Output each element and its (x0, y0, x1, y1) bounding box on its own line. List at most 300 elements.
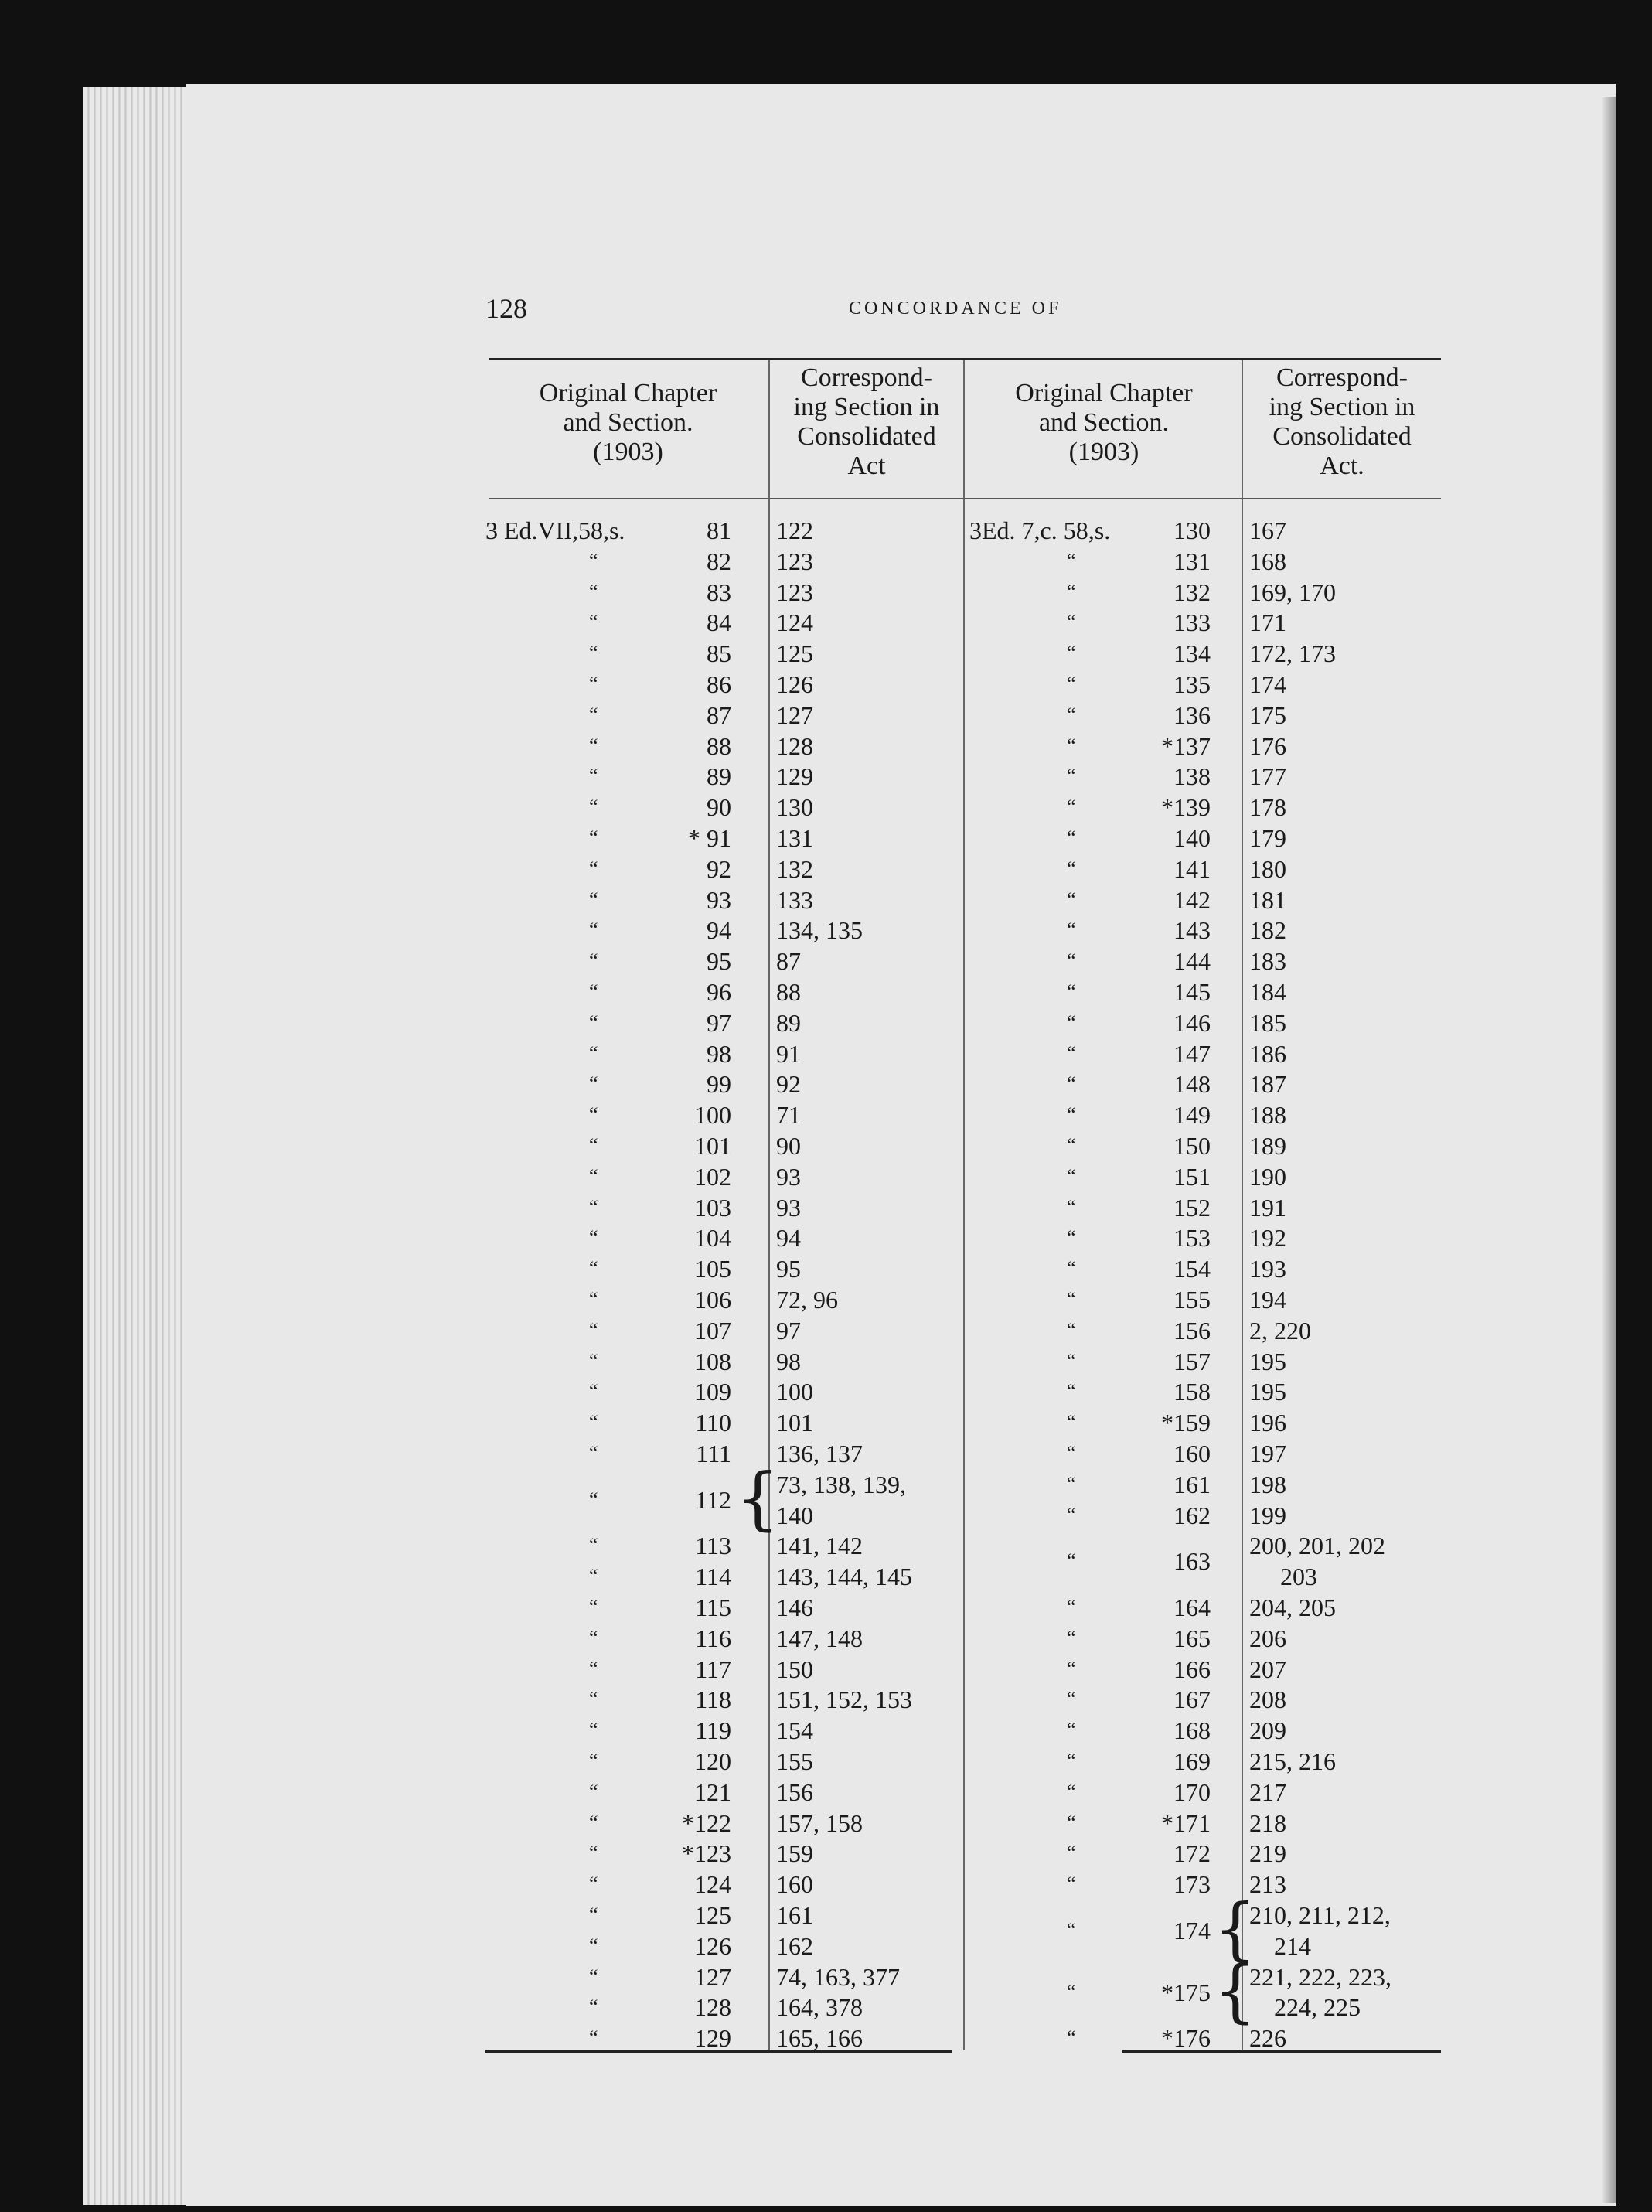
section-number: 93 (707, 885, 731, 914)
ditto-mark: “ (589, 549, 598, 572)
section-number: 154 (1173, 1255, 1211, 1283)
ditto-mark: “ (589, 827, 598, 849)
consolidated-section: 125 (776, 639, 813, 668)
ditto-mark: “ (589, 1011, 598, 1034)
section-number: 104 (694, 1224, 731, 1253)
ditto-mark: “ (1067, 611, 1076, 634)
ditto-mark: “ (1067, 1349, 1076, 1372)
consolidated-section: 210, 211, 212, (1249, 1901, 1391, 1929)
ditto-mark: “ (589, 1380, 598, 1403)
section-number: 126 (694, 1931, 731, 1960)
consolidated-section: 100 (776, 1378, 813, 1406)
consolidated-section: 182 (1249, 916, 1286, 945)
consolidated-section-cont: 214 (1274, 1931, 1311, 1960)
header-line: ing Section in (793, 393, 940, 421)
consolidated-section: 226 (1249, 2024, 1286, 2053)
consolidated-section: 141, 142 (776, 1532, 863, 1560)
consolidated-section: 162 (776, 1931, 813, 1960)
consolidated-section: 71 (776, 1101, 801, 1130)
section-number: 111 (696, 1440, 731, 1467)
ditto-mark: “ (1067, 1873, 1076, 1896)
section-number: 132 (1173, 578, 1211, 606)
ditto-mark: “ (1067, 1688, 1076, 1711)
section-number: *137 (1161, 731, 1211, 760)
consolidated-section: 161 (776, 1901, 813, 1929)
section-number: 162 (1173, 1501, 1211, 1529)
header-line: Original Chapter (1015, 379, 1193, 407)
ditto-mark: “ (1067, 1103, 1076, 1126)
consolidated-section: 191 (1249, 1193, 1286, 1222)
ditto-mark: “ (1067, 1549, 1076, 1573)
ditto-mark: “ (589, 949, 598, 973)
consolidated-section: 133 (776, 885, 813, 914)
ditto-mark: “ (589, 1596, 598, 1618)
ditto-mark: “ (1067, 1980, 1076, 2003)
section-number: 115 (695, 1593, 731, 1621)
ditto-mark: “ (1067, 673, 1076, 695)
consolidated-section: 98 (776, 1347, 801, 1375)
ditto-mark: “ (1067, 1503, 1076, 1526)
page-stack-edges (83, 87, 192, 2205)
consolidated-section: 123 (776, 547, 813, 575)
section-number: 82 (707, 547, 731, 575)
section-number: 152 (1173, 1193, 1211, 1222)
section-number: 112 (695, 1485, 731, 1514)
consolidated-section: 217 (1249, 1777, 1286, 1806)
section-number: 85 (707, 639, 731, 668)
header-line: Original Chapter (539, 379, 717, 407)
consolidated-section: 87 (776, 947, 801, 976)
section-number: 86 (707, 670, 731, 698)
ditto-mark: “ (1067, 1195, 1076, 1218)
ditto-mark: “ (589, 1318, 598, 1341)
consolidated-section: 160 (776, 1870, 813, 1899)
consolidated-section: 93 (776, 1193, 801, 1222)
ditto-mark: “ (1067, 1380, 1076, 1403)
consolidated-section: 132 (776, 854, 813, 883)
header-line: Correspond- (1276, 363, 1408, 392)
section-number: 147 (1173, 1039, 1211, 1068)
consolidated-section: 159 (776, 1839, 813, 1868)
section-number: 146 (1173, 1008, 1211, 1037)
running-title: CONCORDANCE OF (849, 298, 1062, 319)
consolidated-section: 123 (776, 578, 813, 606)
section-number: 90 (707, 793, 731, 822)
brace-mark: { (736, 1457, 779, 1538)
section-number: 117 (695, 1655, 731, 1683)
section-number: 95 (707, 947, 731, 976)
ditto-mark: “ (589, 980, 598, 1003)
ditto-mark: “ (589, 703, 598, 726)
section-number: 84 (707, 608, 731, 637)
consolidated-section-cont: 224, 225 (1274, 1993, 1361, 2022)
consolidated-section: 209 (1249, 1716, 1286, 1745)
ditto-mark: “ (1067, 1780, 1076, 1803)
section-number: 138 (1173, 762, 1211, 791)
section-number: 116 (695, 1624, 731, 1652)
ditto-mark: “ (589, 1626, 598, 1649)
consolidated-section: 72, 96 (776, 1286, 838, 1314)
section-number: *159 (1161, 1409, 1211, 1437)
consolidated-section: 136, 137 (776, 1440, 863, 1467)
section-number: 125 (694, 1901, 731, 1929)
consolidated-section: 154 (776, 1716, 813, 1745)
section-number: 105 (694, 1255, 731, 1283)
consolidated-section: 101 (776, 1409, 813, 1437)
ditto-mark: “ (1067, 1842, 1076, 1865)
consolidated-section: 186 (1249, 1039, 1286, 1068)
chapter-prefix: 3 Ed.VII,58,s. (485, 516, 625, 544)
ditto-mark: “ (589, 580, 598, 603)
section-number: 143 (1173, 916, 1211, 945)
ditto-mark: “ (589, 1134, 598, 1157)
ditto-mark: “ (589, 1750, 598, 1772)
consolidated-section: 194 (1249, 1286, 1286, 1314)
consolidated-section-cont: 140 (776, 1501, 813, 1529)
section-number: 145 (1173, 978, 1211, 1006)
section-number: 165 (1173, 1624, 1211, 1652)
consolidated-section: 189 (1249, 1132, 1286, 1160)
consolidated-section: 175 (1249, 700, 1286, 729)
ditto-mark: “ (1067, 1072, 1076, 1096)
section-number: 136 (1173, 700, 1211, 729)
consolidated-section: 127 (776, 700, 813, 729)
header-line: and Section. (1038, 408, 1170, 437)
header-line: Correspond- (801, 363, 932, 392)
header-line: (1903) (593, 438, 663, 466)
header-line: (1903) (1068, 438, 1139, 466)
ditto-mark: “ (1067, 1011, 1076, 1034)
ditto-mark: “ (589, 1103, 598, 1126)
ditto-mark: “ (589, 1411, 598, 1434)
consolidated-section: 89 (776, 1008, 801, 1037)
consolidated-section: 206 (1249, 1624, 1286, 1652)
ditto-mark: “ (589, 1996, 598, 2019)
ditto-mark: “ (1067, 580, 1076, 603)
table-header-rule (489, 498, 1441, 499)
ditto-mark: “ (589, 734, 598, 757)
consolidated-section: 128 (776, 731, 813, 760)
section-number: 170 (1173, 1777, 1211, 1806)
consolidated-section: 157, 158 (776, 1808, 863, 1837)
section-number: 157 (1173, 1347, 1211, 1375)
ditto-mark: “ (589, 857, 598, 880)
header-line: ing Section in (1269, 393, 1415, 421)
ditto-mark: “ (1067, 1811, 1076, 1834)
ditto-mark: “ (1067, 703, 1076, 726)
ditto-mark: “ (1067, 857, 1076, 880)
ditto-mark: “ (589, 1565, 598, 1588)
consolidated-section: 204, 205 (1249, 1593, 1336, 1621)
ditto-mark: “ (589, 1195, 598, 1218)
ditto-mark: “ (1067, 1411, 1076, 1434)
section-number: 131 (1173, 547, 1211, 575)
consolidated-section: 193 (1249, 1255, 1286, 1283)
page-number: 128 (485, 293, 527, 324)
section-number: 114 (695, 1563, 731, 1591)
ditto-mark: “ (589, 1288, 598, 1310)
consolidated-section: 192 (1249, 1224, 1286, 1253)
consolidated-section: 168 (1249, 547, 1286, 575)
consolidated-section: 199 (1249, 1501, 1286, 1529)
ditto-mark: “ (1067, 1657, 1076, 1680)
column-header-consolidated-right (1243, 363, 1441, 481)
consolidated-section: 213 (1249, 1870, 1286, 1899)
ditto-mark: “ (589, 1780, 598, 1803)
ditto-mark: “ (589, 1041, 598, 1065)
ditto-mark: “ (589, 642, 598, 665)
header-line: Act. (1320, 452, 1364, 480)
consolidated-section: 188 (1249, 1101, 1286, 1130)
consolidated-section: 167 (1249, 516, 1286, 544)
ditto-mark: “ (1067, 1442, 1076, 1464)
ditto-mark: “ (1067, 1134, 1076, 1157)
consolidated-section: 181 (1249, 885, 1286, 914)
consolidated-section: 146 (776, 1593, 813, 1621)
ditto-mark: “ (589, 765, 598, 788)
section-number: 155 (1173, 1286, 1211, 1314)
ditto-mark: “ (1067, 1626, 1076, 1649)
ditto-mark: “ (589, 1873, 598, 1896)
ditto-mark: “ (1067, 549, 1076, 572)
section-number: 168 (1173, 1716, 1211, 1745)
column-header-original-left (495, 379, 761, 467)
section-number: 108 (694, 1347, 731, 1375)
consolidated-section: 90 (776, 1132, 801, 1160)
header-line: Consolidated (1272, 422, 1412, 451)
consolidated-section: 179 (1249, 824, 1286, 852)
section-number: *175 (1161, 1978, 1211, 2006)
consolidated-section: 218 (1249, 1808, 1286, 1837)
consolidated-section: 195 (1249, 1347, 1286, 1375)
section-number: 96 (707, 978, 731, 1006)
consolidated-section: 198 (1249, 1470, 1286, 1498)
consolidated-section: 187 (1249, 1070, 1286, 1099)
ditto-mark: “ (589, 1934, 598, 1957)
section-number: *139 (1161, 793, 1211, 822)
consolidated-section: 94 (776, 1224, 801, 1253)
ditto-mark: “ (589, 1811, 598, 1834)
consolidated-section: 97 (776, 1316, 801, 1345)
ditto-mark: “ (589, 1657, 598, 1680)
section-number: 149 (1173, 1101, 1211, 1130)
consolidated-section: 147, 148 (776, 1624, 863, 1652)
section-number: 100 (694, 1101, 731, 1130)
section-number: 106 (694, 1286, 731, 1314)
section-number: 156 (1173, 1316, 1211, 1345)
consolidated-section: 131 (776, 824, 813, 852)
consolidated-section-cont: 203 (1280, 1563, 1317, 1591)
consolidated-section: 88 (776, 978, 801, 1006)
section-number: 92 (707, 854, 731, 883)
ditto-mark: “ (1067, 949, 1076, 973)
section-number: 150 (1173, 1132, 1211, 1160)
consolidated-section: 134, 135 (776, 916, 863, 945)
section-number: 83 (707, 578, 731, 606)
ditto-mark: “ (1067, 1750, 1076, 1772)
consolidated-section: 196 (1249, 1409, 1286, 1437)
ditto-mark: “ (589, 673, 598, 695)
section-number: 88 (707, 731, 731, 760)
section-number: 169 (1173, 1747, 1211, 1775)
consolidated-section: 221, 222, 223, (1249, 1962, 1391, 1991)
ditto-mark: “ (589, 1965, 598, 1988)
ditto-mark: “ (589, 919, 598, 942)
ditto-mark: “ (1067, 734, 1076, 757)
section-number: 128 (694, 1993, 731, 2022)
page-header (485, 292, 1444, 323)
section-number: 99 (707, 1070, 731, 1099)
section-number: * 91 (688, 824, 731, 852)
ditto-mark: “ (589, 1226, 598, 1249)
consolidated-section: 208 (1249, 1685, 1286, 1714)
header-line: Consolidated (797, 422, 936, 451)
section-number: 124 (694, 1870, 731, 1899)
consolidated-section: 156 (776, 1777, 813, 1806)
ditto-mark: “ (1067, 919, 1076, 942)
consolidated-section: 178 (1249, 793, 1286, 822)
consolidated-section: 169, 170 (1249, 578, 1336, 606)
ditto-mark: “ (1067, 1318, 1076, 1341)
consolidated-section: 2, 220 (1249, 1316, 1311, 1345)
consolidated-section: 200, 201, 202 (1249, 1532, 1385, 1560)
ditto-mark: “ (1067, 2026, 1076, 2050)
section-number: 101 (694, 1132, 731, 1160)
ditto-mark: “ (589, 796, 598, 819)
chapter-prefix: 3Ed. 7,c. 58,s. (969, 516, 1111, 544)
consolidated-section: 155 (776, 1747, 813, 1775)
table-top-rule (489, 358, 1441, 360)
ditto-mark: “ (1067, 1288, 1076, 1310)
consolidated-section: 95 (776, 1255, 801, 1283)
ditto-mark: “ (589, 1842, 598, 1865)
consolidated-section: 143, 144, 145 (776, 1563, 912, 1591)
consolidated-section: 130 (776, 793, 813, 822)
section-number: 172 (1173, 1839, 1211, 1868)
consolidated-section: 215, 216 (1249, 1747, 1336, 1775)
ditto-mark: “ (1067, 1596, 1076, 1618)
section-number: 89 (707, 762, 731, 791)
section-number: 166 (1173, 1655, 1211, 1683)
consolidated-section: 171 (1249, 608, 1286, 637)
section-number: 87 (707, 700, 731, 729)
section-number: 130 (1173, 516, 1211, 544)
consolidated-section: 180 (1249, 854, 1286, 883)
ditto-mark: “ (589, 1534, 598, 1557)
section-number: 134 (1173, 639, 1211, 668)
ditto-mark: “ (589, 2026, 598, 2050)
column-header-original-right (966, 379, 1242, 467)
section-number: 121 (694, 1777, 731, 1806)
consolidated-section: 184 (1249, 978, 1286, 1006)
consolidated-section: 126 (776, 670, 813, 698)
section-number: 98 (707, 1039, 731, 1068)
ditto-mark: “ (1067, 1719, 1076, 1742)
ditto-mark: “ (589, 1904, 598, 1926)
section-number: 94 (707, 916, 731, 945)
section-number: 158 (1173, 1378, 1211, 1406)
brace-mark: { (1214, 1889, 1257, 1968)
section-number: *123 (682, 1839, 731, 1868)
section-number: 163 (1173, 1547, 1211, 1576)
ditto-mark: “ (1067, 980, 1076, 1003)
consolidated-section: 197 (1249, 1440, 1286, 1467)
section-number: 173 (1173, 1870, 1211, 1899)
consolidated-section: 122 (776, 516, 813, 544)
column-header-consolidated-left (770, 363, 963, 481)
section-number: 161 (1173, 1470, 1211, 1498)
section-number: 160 (1173, 1440, 1211, 1467)
section-number: 135 (1173, 670, 1211, 698)
header-line: and Section. (563, 408, 693, 437)
brace-mark: { (1214, 1950, 1257, 2030)
consolidated-section: 124 (776, 608, 813, 637)
consolidated-section: 93 (776, 1162, 801, 1191)
consolidated-section: 219 (1249, 1839, 1286, 1868)
section-number: 141 (1173, 854, 1211, 883)
column-divider (963, 360, 965, 2050)
section-number: 119 (695, 1716, 731, 1745)
section-number: 127 (694, 1962, 731, 1991)
section-number: 164 (1173, 1593, 1211, 1621)
consolidated-section: 91 (776, 1039, 801, 1068)
section-number: *122 (682, 1808, 731, 1837)
consolidated-section: 172, 173 (1249, 639, 1336, 668)
ditto-mark: “ (589, 1688, 598, 1711)
ditto-mark: “ (1067, 1164, 1076, 1188)
consolidated-section: 177 (1249, 762, 1286, 791)
consolidated-section: 185 (1249, 1008, 1286, 1037)
ditto-mark: “ (1067, 888, 1076, 911)
ditto-mark: “ (589, 1442, 598, 1464)
consolidated-section: 92 (776, 1070, 801, 1099)
ditto-mark: “ (589, 1164, 598, 1188)
consolidated-section: 190 (1249, 1162, 1286, 1191)
section-number: 174 (1173, 1916, 1211, 1944)
page-gutter-shadow (1602, 97, 1616, 2203)
ditto-mark: “ (1067, 642, 1076, 665)
column-divider (1242, 360, 1243, 2050)
consolidated-section: 174 (1249, 670, 1286, 698)
section-number: 142 (1173, 885, 1211, 914)
consolidated-section: 164, 378 (776, 1993, 863, 2022)
ditto-mark: “ (589, 888, 598, 911)
consolidated-section: 183 (1249, 947, 1286, 976)
ditto-mark: “ (1067, 1041, 1076, 1065)
ditto-mark: “ (589, 611, 598, 634)
consolidated-section: 176 (1249, 731, 1286, 760)
section-number: 151 (1173, 1162, 1211, 1191)
section-number: 103 (694, 1193, 731, 1222)
consolidated-section: 74, 163, 377 (776, 1962, 900, 1991)
section-number: 167 (1173, 1685, 1211, 1714)
section-number: 113 (695, 1532, 731, 1560)
section-number: *171 (1161, 1808, 1211, 1837)
section-number: 102 (694, 1162, 731, 1191)
ditto-mark: “ (1067, 1257, 1076, 1280)
section-number: 144 (1173, 947, 1211, 976)
section-number: 153 (1173, 1224, 1211, 1253)
ditto-mark: “ (1067, 1472, 1076, 1495)
ditto-mark: “ (589, 1349, 598, 1372)
ditto-mark: “ (589, 1719, 598, 1742)
section-number: 120 (694, 1747, 731, 1775)
section-number: 140 (1173, 824, 1211, 852)
ditto-mark: “ (589, 1488, 598, 1511)
section-number: 81 (707, 516, 731, 544)
consolidated-section: 150 (776, 1655, 813, 1683)
consolidated-section: 207 (1249, 1655, 1286, 1683)
